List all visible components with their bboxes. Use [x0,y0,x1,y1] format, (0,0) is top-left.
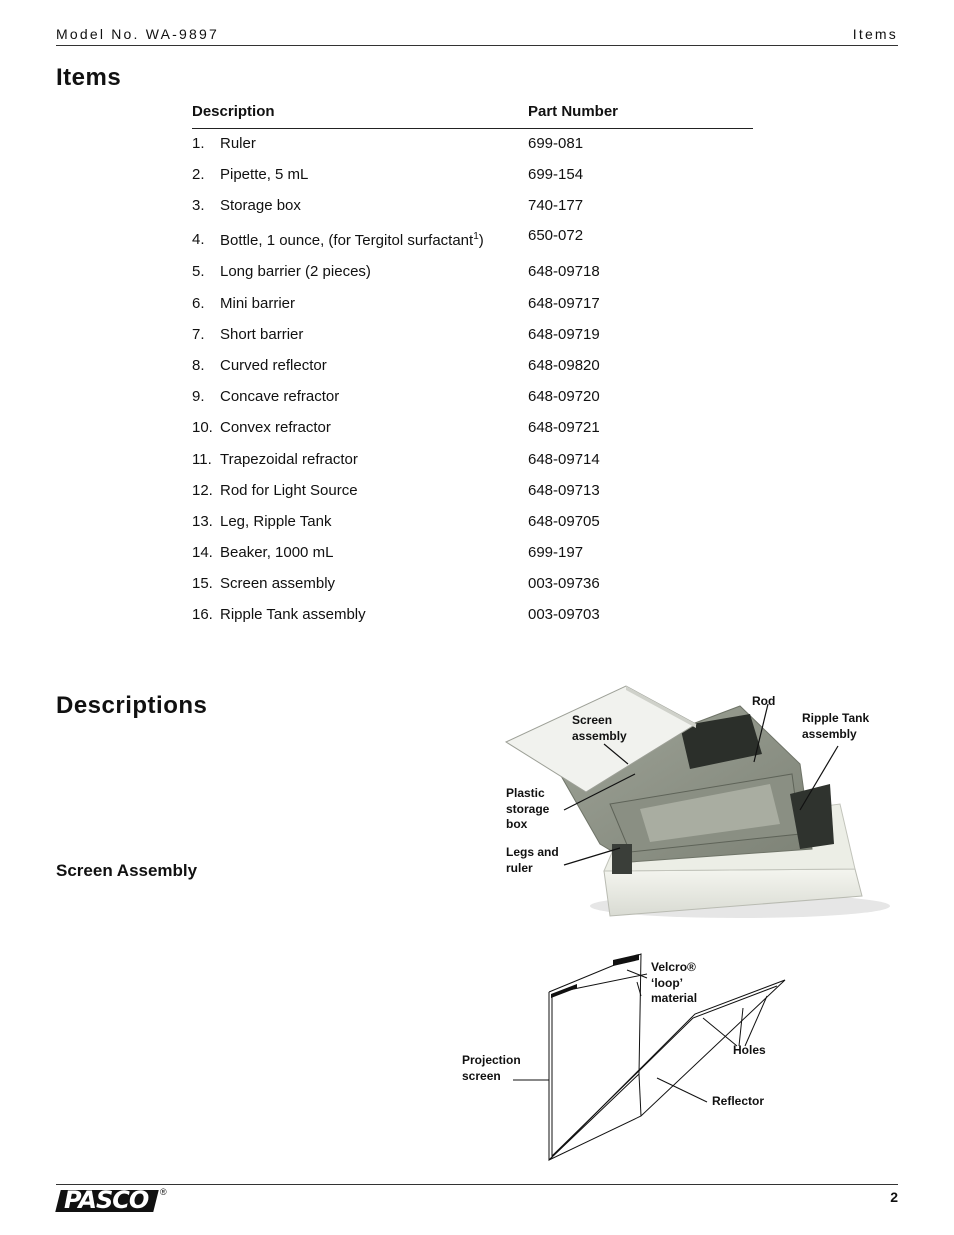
item-number: 4. [192,231,205,248]
logo-text: PASCO [64,1186,149,1214]
table-row [192,263,753,285]
screen-assembly-figure [455,948,795,1168]
legs-ruler-label [506,845,559,876]
table-row [192,513,753,535]
item-description [220,606,366,623]
item-description-text: Short barrier [220,326,304,343]
item-description [220,231,484,249]
item-description-end: ) [478,232,484,249]
item-description [220,135,256,152]
part-number: 699-154 [528,166,584,183]
reflector-label: Reflector [712,1094,765,1108]
table-row [192,575,753,597]
part-number: 003-09703 [528,606,600,623]
item-description-text: Pipette, 5 mL [220,166,309,183]
table-header [192,100,753,129]
part-number: 650-072 [528,227,584,244]
holes-label: Holes [733,1043,766,1057]
item-number: 15. [192,575,213,592]
projection-screen-label [462,1053,521,1084]
table-row [192,544,753,566]
items-heading: Items [56,64,122,91]
item-description [220,357,327,374]
description-column-header: Description [192,103,275,120]
footnote-marker: 1 [473,231,479,242]
item-number: 8. [192,357,205,374]
screen-assembly-heading: Screen Assembly [56,861,198,880]
screen-assembly-label-line: Screen [572,713,613,727]
part-number: 699-081 [528,135,584,152]
velcro-label-line: ‘loop’ [651,975,683,990]
table-row [192,166,753,188]
footer-divider [56,1184,898,1185]
item-description-text: Bottle, 1 ounce, (for Tergitol surfactant [220,232,474,249]
table-row [192,606,753,628]
velcro-label-line: Velcro® [651,960,696,974]
part-number: 648-09721 [528,419,600,436]
plastic-box-label-line: Plastic [506,786,545,800]
part-number: 699-197 [528,544,584,561]
item-number: 7. [192,326,205,343]
item-description [220,451,358,468]
registered-mark: ® [160,1187,167,1197]
items-table [192,100,753,623]
part-number: 648-09718 [528,263,600,280]
item-number: 9. [192,388,205,405]
item-description [220,482,358,499]
storage-box-figure [500,684,900,924]
item-description-text: Beaker, 1000 mL [220,544,334,561]
screen-assembly-label [572,713,627,744]
item-description [220,419,331,436]
item-number: 10. [192,419,213,436]
legs-ruler-label-line: Legs and [506,845,559,859]
page-header [56,26,898,46]
table-row [192,135,753,157]
table-row [192,482,753,504]
table-row [192,295,753,317]
item-description [220,513,331,530]
velcro-label [651,960,697,1007]
item-description-text: Long barrier (2 pieces) [220,263,371,280]
item-number: 16. [192,606,213,623]
ripple-tank-label [802,711,869,742]
item-description-text: Mini barrier [220,295,296,312]
item-number: 3. [192,197,205,214]
plastic-box-label [506,786,549,833]
item-description [220,263,371,280]
item-description-text: Concave refractor [220,388,340,405]
item-description-text: Storage box [220,197,301,214]
page-number: 2 [890,1189,898,1205]
part-number: 740-177 [528,197,584,214]
item-number: 5. [192,263,205,280]
item-description-text: Curved reflector [220,357,327,374]
item-description [220,295,295,312]
part-number: 003-09736 [528,575,600,592]
rod-label: Rod [752,694,776,708]
table-row [192,357,753,379]
item-number: 1. [192,135,205,152]
item-description-text: Convex refractor [220,419,331,436]
item-description [220,544,333,561]
projection-screen-label-line: Projection [462,1053,521,1067]
item-description-text: Ruler [220,135,256,152]
item-number: 6. [192,295,205,312]
item-number: 12. [192,482,213,499]
item-description [220,575,335,592]
plastic-box-label-line: box [506,817,528,831]
item-description-text: Screen assembly [220,575,336,592]
table-row [192,326,753,348]
part-number: 648-09705 [528,513,600,530]
part-number: 648-09713 [528,482,600,499]
item-number: 14. [192,544,213,561]
part-number: 648-09720 [528,388,600,405]
part-number: 648-09820 [528,357,600,374]
item-description [220,197,301,214]
table-row [192,227,753,253]
table-row [192,451,753,473]
projection-screen-label-line: screen [462,1068,501,1083]
part-number: 648-09717 [528,295,600,312]
item-description [220,388,339,405]
ripple-tank-label-line: assembly [802,726,857,741]
ripple-tank-label-line: Ripple Tank [802,711,870,725]
screen-assembly-label-line: assembly [572,728,627,743]
item-number: 13. [192,513,213,530]
item-number: 2. [192,166,205,183]
item-description-text: Ripple Tank assembly [220,606,366,623]
velcro-label-line: material [651,991,698,1005]
part-number-column-header: Part Number [528,103,619,120]
item-number: 11. [192,451,212,468]
plastic-box-label-line: storage [506,801,550,816]
section-name: Items [852,26,898,42]
part-number: 648-09719 [528,326,600,343]
model-number: Model No. WA-9897 [56,26,219,42]
table-row [192,419,753,441]
item-description [220,326,303,343]
item-description-text: Trapezoidal refractor [220,451,358,468]
table-row [192,388,753,410]
item-description-text: Leg, Ripple Tank [220,513,332,530]
item-description-text: Rod for Light Source [220,482,358,499]
table-row [192,197,753,219]
pasco-logo [56,1186,148,1214]
part-number: 648-09714 [528,451,600,468]
legs-ruler-label-line: ruler [506,860,533,875]
item-description [220,166,308,183]
descriptions-heading: Descriptions [56,692,208,719]
